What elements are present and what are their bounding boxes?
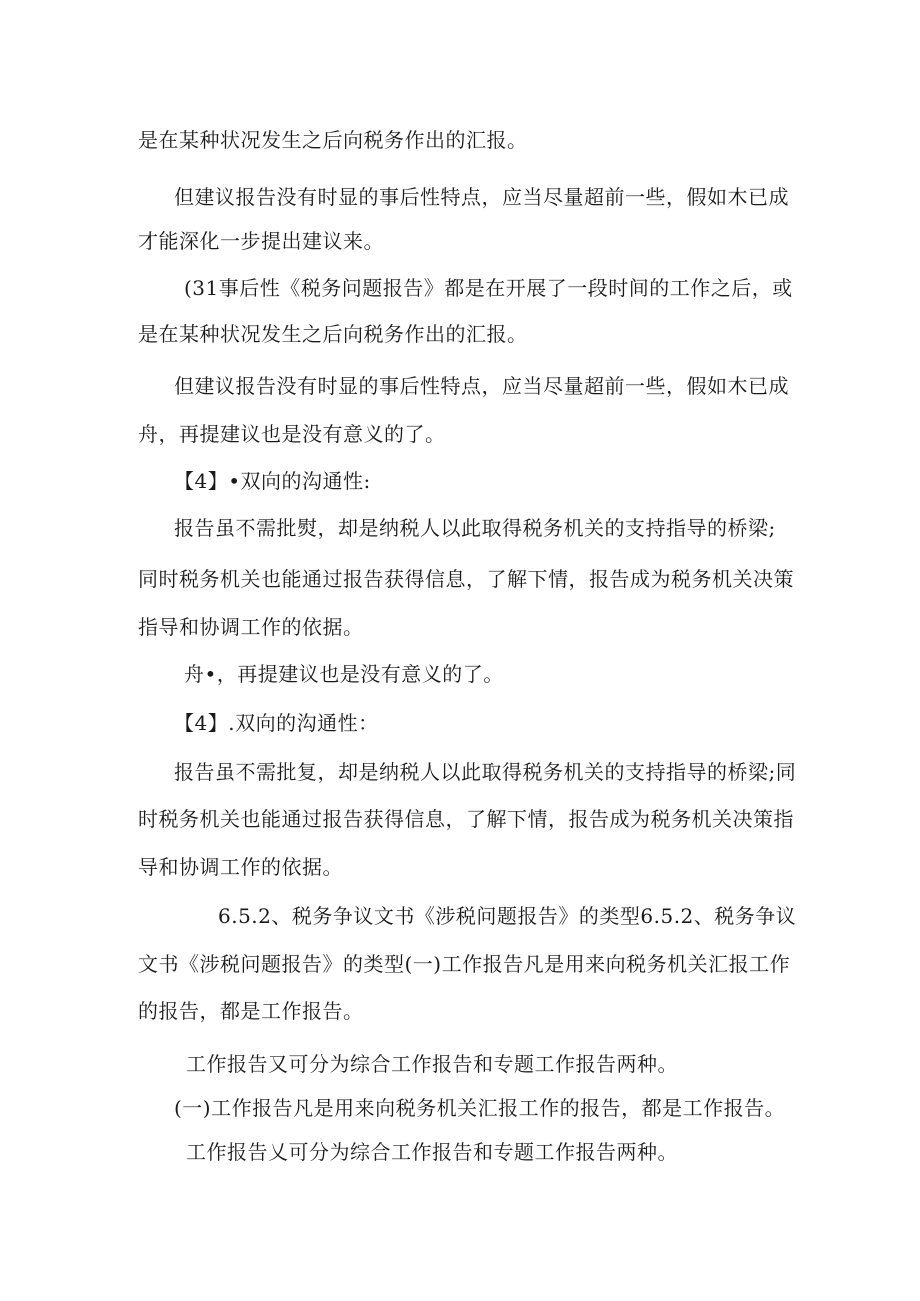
text-line-20: 工作报告又可分为综合工作报告和专题工作报告两种。 xyxy=(186,1052,678,1076)
text-line-3: 才能深化一步提出建议来。 xyxy=(138,229,384,253)
text-line-5: 是在某种状况发生之后向税务作出的汇报。 xyxy=(138,322,528,346)
text-line-6: 但建议报告没有时显的事后性特点，应当尽量超前一些，假如木已成 xyxy=(174,374,789,398)
text-line-21: (一)工作报告凡是用来向税务机关汇报工作的报告，都是工作报告。 xyxy=(174,1096,786,1120)
text-line-15: 时税务机关也能通过报告获得信息，了解下情，报告成为税务机关决策指 xyxy=(138,807,794,831)
text-line-16: 导和协调工作的依据。 xyxy=(138,855,343,879)
text-line-4: (31事后性《税务问题报告》都是在开展了一段时间的工作之后，或 xyxy=(184,276,793,300)
text-line-14: 报告虽不需批复，却是纳税人以此取得税务机关的支持指导的桥梁;同 xyxy=(174,760,797,784)
text-line-2: 但建议报告没有时显的事后性特点，应当尽量超前一些，假如木已成 xyxy=(174,185,789,209)
text-line-12: 舟•，再提建议也是没有意义的了。 xyxy=(184,662,504,686)
text-line-13: 【4】.双向的沟通性： xyxy=(174,711,379,735)
text-line-1: 是在某种状况发生之后向税务作出的汇报。 xyxy=(138,128,528,152)
text-line-18: 文书《涉税问题报告》的类型(一)工作报告凡是用来向税务机关汇报工作 xyxy=(138,952,791,976)
text-line-19: 的报告，都是工作报告。 xyxy=(138,999,364,1023)
text-line-10: 同时税务机关也能通过报告获得信息，了解下情，报告成为税务机关决策 xyxy=(138,567,794,591)
text-line-7: 舟，再提建议也是没有意义的了。 xyxy=(138,422,446,446)
text-line-22: 工作报告乂可分为综合工作报告和专题工作报告两种。 xyxy=(186,1140,678,1164)
text-line-11: 指导和协调工作的依据。 xyxy=(138,615,364,639)
text-line-17: 6.5.2、税务争议文书《涉税问题报告》的类型6.5.2、税务争议 xyxy=(218,904,797,928)
text-line-9: 报告虽不需批熨，却是纳税人以此取得税务机关的支持指导的桥梁; xyxy=(174,516,776,540)
text-line-8: 【4】•双向的沟通性: xyxy=(174,469,371,493)
